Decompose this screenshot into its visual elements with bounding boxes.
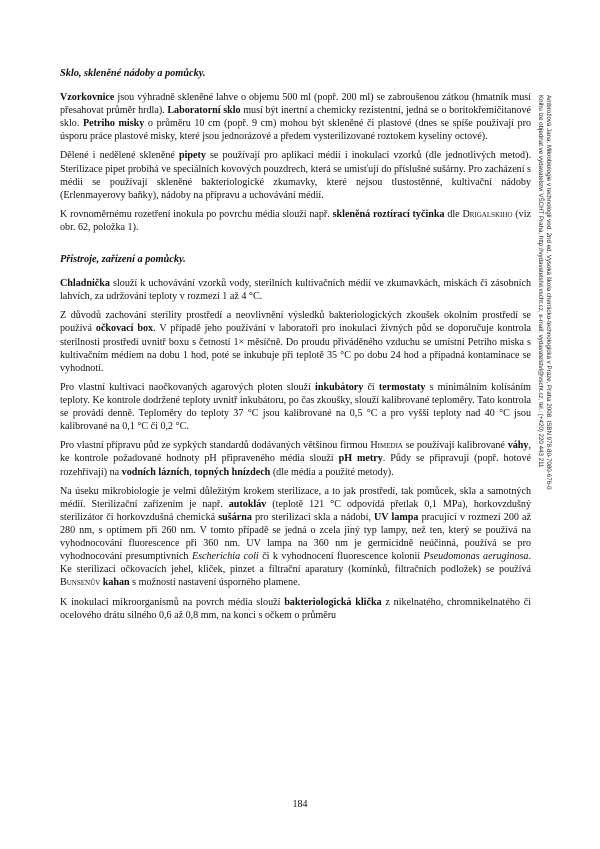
bold-term: topných hnízdech	[194, 466, 271, 478]
paragraph: K rovnoměrnému rozetření inokula po povrchu média slouží např. skleněná roztírací tyčinka dle Drigalskiho (viz obr. 62, položka 1).	[60, 208, 531, 233]
bold-term: kahan	[102, 577, 130, 589]
citation-line: Ambrožová Jana: Mikrobiologie v technologii vod. 2nd ed. Vysoká škola chemicko-technologická v Praze, Praha 2008. ISBN 978-80-7080-676-0	[545, 95, 552, 490]
section-heading-instruments: Přístroje, zařízení a pomůcky.	[60, 254, 186, 266]
bold-term: termostaty	[378, 381, 426, 393]
paragraph: Pro vlastní přípravu půd ze sypkých standardů dodávaných většinou firmou Himedia se používají kalibrované váhy, ke kontrole požadované hodnoty pH připraveného média slouží pH metry. Půdy se připravují (popř. hotové rozehřívají) na vodních lázních, topných hnízdech (dle média a použité metody).	[60, 440, 531, 478]
paragraph: Dělené i nedělené skleněné pipety se používají pro aplikaci médií i inokulaci vzorků (dle jednotlivých metod). Sterilizace pipet probíhá ve speciálních kovových pouzdrech, která se umisťují do příslušné sušárny. Pro zacházení s médii se používají skleněné bakteriologické zkumavky, které nejsou tlustostěnné, kultivační nádoby (Erlenmayerovy baňky), nádoby na přípravu a uchovávání médií.	[60, 150, 531, 201]
bold-term: Vzorkovnice	[60, 92, 115, 103]
bold-term: bakteriologická klička	[284, 596, 382, 608]
document-body	[60, 60, 531, 622]
paragraph: Z důvodů zachování sterility prostředí a neovlivnění výsledků bakteriologických zkoušek okolním prostředí se používá očkovací box. V případě jeho používání v laboratoři pro inokulaci živných půd se doporučuje kontrola sterilnosti prostředí uvnitř boxu s četností 1× měsíčně. Do proudu přiváděného vzduchu se umístní Petriho miska s kultivačním médiem na dobu 1 hod, poté se inkubuje při teplotě 35 °C po dobu 24 hod a případná kontaminace se vyhodnotí.	[60, 310, 532, 374]
bold-term: UV lampa	[374, 511, 419, 523]
publisher-contact-line: Knihu lze objednat ve vydavatelství VŠCHT Praha, http://vydavatelstvi.vscht.cz, e-mail: vydavatelstvi@vscht.cz, tel.: (+420) 220 443 211	[536, 95, 544, 468]
small-caps-name: Drigalskiho	[462, 208, 513, 220]
small-caps-name: Himedia	[370, 440, 403, 452]
paragraph: Na úseku mikrobiologie je velmi důležitým krokem sterilizace, a to jak prostředí, tak pomůcek, skla a samotných médií. Sterilizační zařízením je např. autokláv (teplotě 121 °C odpovídá přetlak 0,1 MPa), horkovzdušný sterilizátor či horkovzdušná chemická sušárna pro sterilizaci skla a nádobí, UV lampa pracující v rozmezí 200 až 280 nm, s optimem při 260 nm. V tomto případě se jedná o zcela jiný typ lampy, než ten, který se používá na vyhodnocování fluorescence při 360 nm. UV lampa na 360 nm je germicidně neúčinná, používá se pro vyhodnocování presumptivních Escherichia coli či k vyhodnocení fluorescence kolonií Pseudomonas aeruginosa. Ke sterilizaci očkovacích jehel, kliček, pinzet a filtrační aparatury (komínků, filtračních podložek) se používá Bunsenův kahan s možností nastavení úsporného plamene.	[60, 485, 532, 589]
bold-term: inkubátory	[315, 381, 364, 393]
page-number: 184	[292, 799, 308, 810]
small-caps-name: Bunsenův	[60, 577, 101, 589]
bold-term: váhy	[507, 440, 529, 452]
citation-sidebar	[535, 95, 552, 615]
bold-term: Chladnička	[60, 278, 110, 290]
paragraph: Chladnička slouží k uchovávání vzorků vody, sterilních kultivačních médií ve zkumavkách, miskách či zásobních lahvích, za udržování teploty v rozmezí 1 až 4 °C.	[60, 278, 531, 303]
italic-term: Pseudomonas aeruginosa	[423, 551, 529, 563]
bold-term: očkovací box	[95, 323, 154, 335]
section-heading-glass: Sklo, skleněné nádoby a pomůcky.	[60, 68, 206, 79]
bold-term: pH metry	[338, 453, 383, 465]
bold-term: pipety	[178, 150, 206, 162]
bold-term: autokláv	[228, 498, 267, 510]
bold-term: skleněná roztírací tyčinka	[332, 208, 445, 220]
bold-term: sušárna	[218, 511, 252, 523]
paragraph: Pro vlastní kultivaci naočkovaných agarových ploten slouží inkubátory či termostaty s minimálním kolísáním teploty. Ke kontrole dodržené teploty uvnitř inkubátoru, po čas zkoušky, slouží kalibrované teploměry. Tato kontrola se provádí denně. Teploměry do teploty 37 °C jsou kalibrované na 0,5 °C a pro vyšší teploty nad 40 °C jsou kalibrované na 0,1 °C či 0,2 °C.	[60, 381, 531, 433]
bold-term: Laboratorní sklo	[167, 105, 241, 117]
bold-term: Petriho misky	[82, 118, 145, 130]
italic-term: Escherichia coli	[191, 551, 259, 563]
bold-term: vodních lázních	[121, 466, 190, 478]
paragraph: K inokulaci mikroorganismů na povrch média slouží bakteriologická klička z nikelnatého, chromnikelnatého či ocelového drátu silného 0,6 až 0,8 mm, na konci s očkem o průměru	[60, 596, 531, 621]
paragraph: Vzorkovnice jsou výhradně skleněné lahve o objemu 500 ml (popř. 200 ml) se zabroušenou zátkou (hmatník musí přesahovat průměr hrdla). Laboratorní sklo musí být inertní a chemicky rezistentní, jedná se o boritokřemičitanové sklo. Petriho misky o průměru 10 cm (popř. 9 cm) mohou být skleněné či plastové (dnes se spíše používají pro úsporu práce plastové misky, které jsou jednorázové a předem vysterilizované roztokem kyseliny octové).	[60, 92, 531, 143]
